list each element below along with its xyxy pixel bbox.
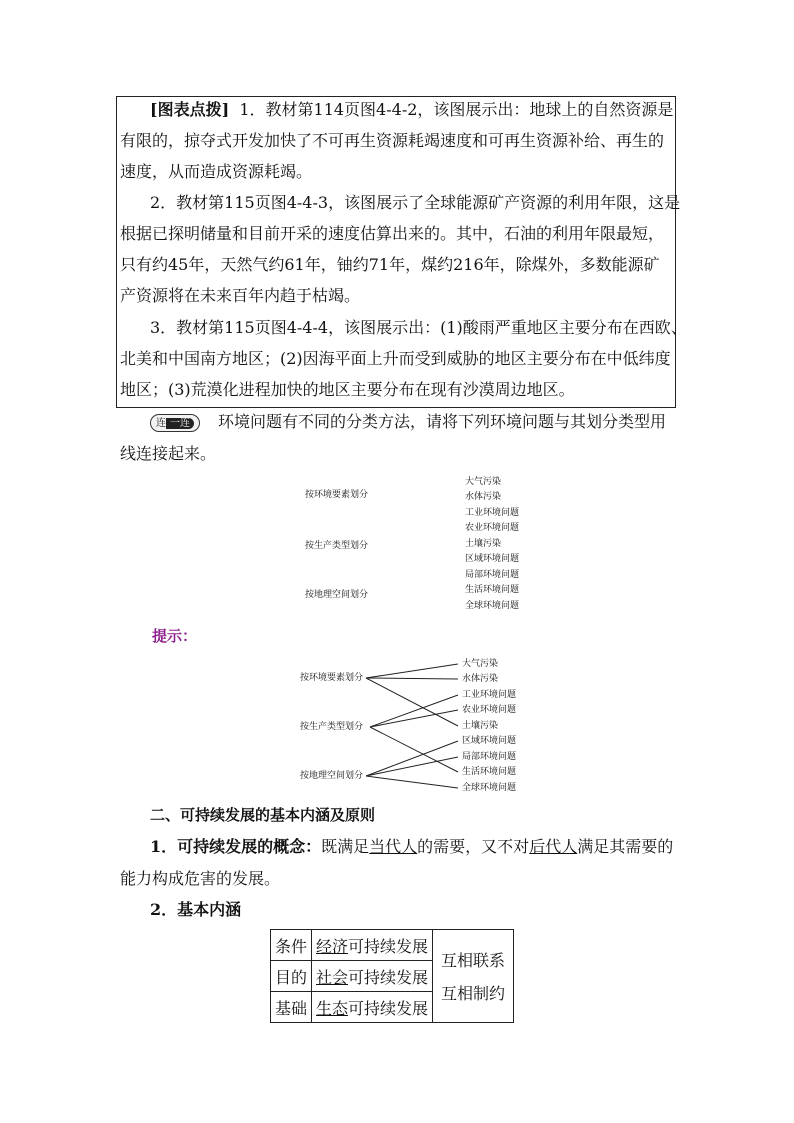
diag2-left-1: 按生产类型划分 xyxy=(300,722,364,732)
diag2-right-2: 工业环境问题 xyxy=(462,690,517,700)
tip-line-5: 根据已探明储量和目前开采的速度估算出来的。其中，石油的利用年限最短， xyxy=(120,224,665,243)
diag1-left-2: 按地理空间划分 xyxy=(305,590,369,600)
row-label: 目的 xyxy=(271,961,312,992)
concept-line-1 xyxy=(150,837,673,857)
tip-text-1: 1．教材第114页图4-4-2，该图展示出：地球上的自然资源是 xyxy=(239,100,674,119)
row-content xyxy=(312,992,433,1023)
diag2-right-1: 水体污染 xyxy=(462,674,499,684)
row-rest: 可持续发展 xyxy=(348,967,429,987)
lianyilian-line-1: 环境问题有不同的分类方法，请将下列环境问题与其划分类型用 xyxy=(218,412,667,431)
diag2-right-5: 区域环境问题 xyxy=(462,736,517,746)
diag1-right-4: 土壤污染 xyxy=(465,539,502,549)
diag1-right-1: 水体污染 xyxy=(465,492,502,502)
diag1-right-6: 局部环境问题 xyxy=(465,570,520,580)
link-line xyxy=(366,664,458,678)
diag2-right-8: 全球环境问题 xyxy=(462,783,517,793)
diag1-right-3: 农业环境问题 xyxy=(465,523,520,533)
link-line xyxy=(366,757,458,776)
link-line xyxy=(370,727,458,772)
tip-line-8: 3．教材第115页图4-4-4，该图展示出：(1)酸雨严重地区主要分布在西欧、 xyxy=(150,318,687,337)
tip-line-2: 有限的，掠夺式开发加快了不可再生资源耗竭速度和可再生资源补给、再生的 xyxy=(120,131,665,150)
tip-tag: [图表点拨] xyxy=(150,100,230,119)
diag1-right-0: 大气污染 xyxy=(465,477,502,487)
diag2-right-4: 土壤污染 xyxy=(462,721,499,731)
diag1-left-0: 按环境要素划分 xyxy=(305,490,369,500)
tip-line-10: 地区；(3)荒漠化进程加快的地区主要分布在现有沙漠周边地区。 xyxy=(120,380,575,399)
row-key: 社会 xyxy=(316,967,349,987)
row-content xyxy=(312,961,433,992)
diag1-right-5: 区域环境问题 xyxy=(465,554,520,564)
diag2-right-7: 生活环境问题 xyxy=(462,767,517,777)
hint-label: 提示： xyxy=(152,627,198,645)
concept-e: 满足其需要的 xyxy=(577,837,674,856)
link-line xyxy=(370,695,458,727)
connotation-table xyxy=(270,929,514,1023)
row-key: 经济 xyxy=(316,936,349,956)
section2-heading: 二、可持续发展的基本内涵及原则 xyxy=(150,806,376,824)
tip-line-6: 只有约45年，天然气约61年，铀约71年，煤约216年，除煤外，多数能源矿 xyxy=(120,255,660,274)
row-label: 条件 xyxy=(271,930,312,961)
link-line xyxy=(366,678,458,679)
badge-left: 连 xyxy=(156,418,166,429)
diag2-left-2: 按地理空间划分 xyxy=(300,771,364,781)
diag1-right-7: 生活环境问题 xyxy=(465,585,520,595)
diag2-right-0: 大气污染 xyxy=(462,659,499,669)
row-content xyxy=(312,930,433,961)
row-rest: 可持续发展 xyxy=(348,936,429,956)
row-key: 生态 xyxy=(316,998,349,1018)
lianyilian-line-2: 线连接起来。 xyxy=(120,444,217,463)
tip-line-3: 速度，从而造成资源耗竭。 xyxy=(120,162,313,181)
link-line xyxy=(366,776,458,788)
concept-line-2: 能力构成危害的发展。 xyxy=(120,869,281,888)
concept-b: 当代人 xyxy=(369,837,418,856)
diag2-right-6: 局部环境问题 xyxy=(462,752,517,762)
row-rest: 可持续发展 xyxy=(348,998,429,1018)
diag1-left-1: 按生产类型划分 xyxy=(305,541,369,551)
badge-right: 一连 xyxy=(166,418,194,429)
concept-label: 1．可持续发展的概念： xyxy=(150,837,322,856)
diag2-right-3: 农业环境问题 xyxy=(462,705,517,715)
row-label: 基础 xyxy=(271,992,312,1023)
link-line xyxy=(370,710,458,727)
tip-line-9: 北美和中国南方地区；(2)因海平面上升而受到威胁的地区主要分布在中低纬度 xyxy=(120,349,671,368)
diag2-left-0: 按环境要素划分 xyxy=(300,673,364,683)
table-row xyxy=(271,930,514,961)
concept-c: 的需要，又不对 xyxy=(417,837,530,856)
concept-a: 既满足 xyxy=(321,837,370,856)
diag1-right-2: 工业环境问题 xyxy=(465,508,520,518)
link-line xyxy=(366,741,458,776)
concept-d: 后代人 xyxy=(529,837,578,856)
relation-1: 互相联系 xyxy=(441,951,506,970)
relation-cell xyxy=(433,930,514,1023)
relation-2: 互相制约 xyxy=(441,984,506,1003)
basic-heading: 2．基本内涵 xyxy=(150,900,242,919)
diag1-right-8: 全球环境问题 xyxy=(465,601,520,611)
tip-line-7: 产资源将在未来百年内趋于枯竭。 xyxy=(120,286,361,305)
tip-line-4: 2．教材第115页图4-4-3，该图展示了全球能源矿产资源的利用年限，这是 xyxy=(150,193,681,212)
